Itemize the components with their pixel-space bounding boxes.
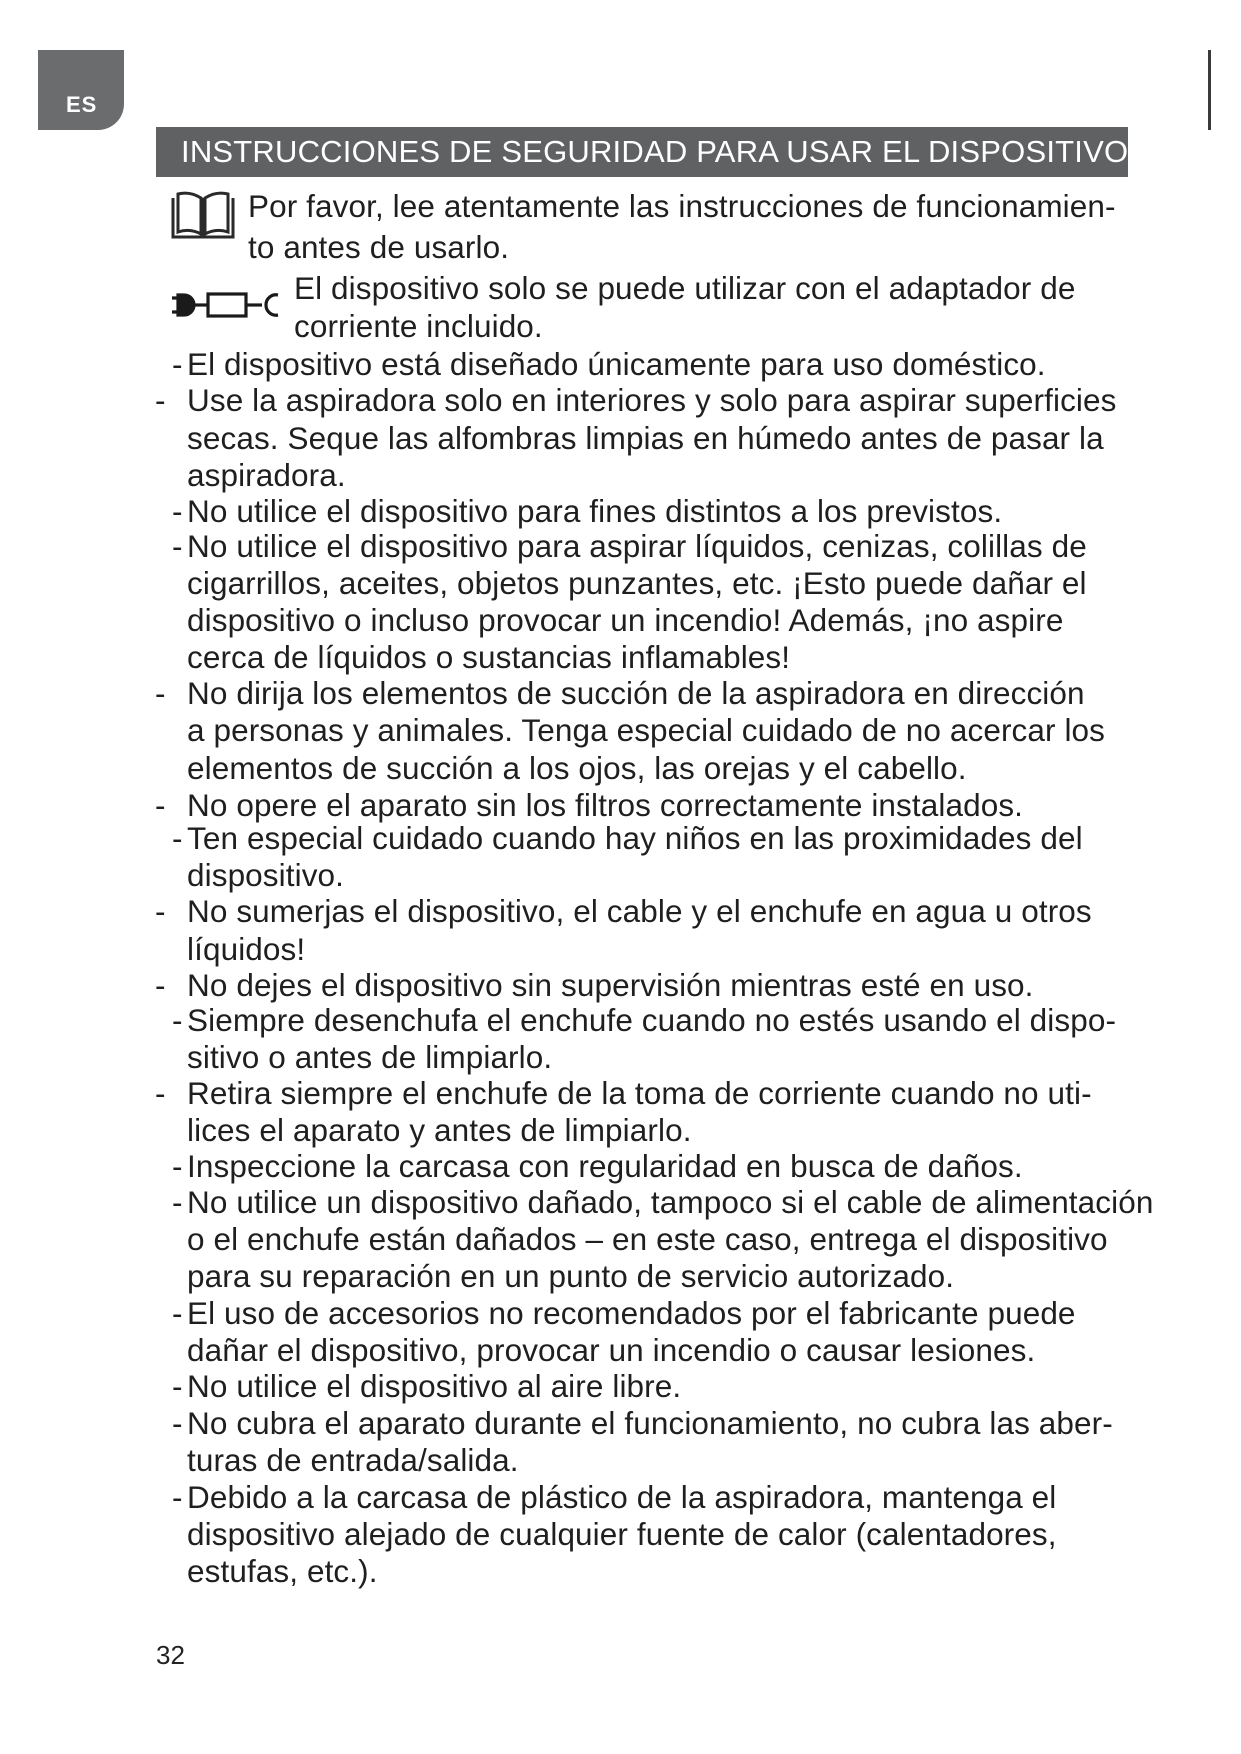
- instruction-line: dispositivo o incluso provocar un incendio! Además, ¡no aspire: [187, 602, 1064, 638]
- instruction-line: dispositivo.: [187, 857, 345, 893]
- bullet-dash: -: [172, 528, 183, 564]
- instruction-line: No utilice el dispositivo al aire libre.: [187, 1368, 682, 1404]
- instruction-line: lices el aparato y antes de limpiarlo.: [187, 1112, 692, 1148]
- instruction-line: líquidos!: [187, 931, 306, 967]
- instruction-line: No cubra el aparato durante el funcionamiento, no cubra las aber-: [187, 1405, 1113, 1441]
- instruction-line: dañar el dispositivo, provocar un incendio o causar lesiones.: [187, 1332, 1036, 1368]
- instruction-line: No opere el aparato sin los filtros correctamente instalados.: [187, 787, 1024, 823]
- bullet-dash: -: [172, 1148, 183, 1184]
- instruction-line: No utilice el dispositivo para aspirar líquidos, cenizas, colillas de: [187, 528, 1087, 564]
- instruction-line: Por favor, lee atentamente las instrucciones de funcionamien-: [248, 188, 1116, 224]
- instruction-line: sitivo o antes de limpiarlo.: [187, 1039, 553, 1075]
- instruction-line: a personas y animales. Tenga especial cuidado de no acercar los: [187, 712, 1106, 748]
- page-number: 32: [156, 1640, 185, 1670]
- instruction-line: Inspeccione la carcasa con regularidad en busca de daños.: [187, 1148, 1023, 1184]
- bullet-dash: -: [172, 1368, 183, 1404]
- instruction-line: No utilice el dispositivo para fines distintos a los previstos.: [187, 493, 1003, 529]
- bullet-dash: -: [172, 1295, 183, 1331]
- bullet-dash: -: [155, 893, 166, 929]
- instruction-line: Debido a la carcasa de plástico de la aspiradora, mantenga el: [187, 1479, 1057, 1515]
- bullet-dash: -: [172, 820, 183, 856]
- instruction-line: cerca de líquidos o sustancias inflamables!: [187, 639, 791, 675]
- bullet-dash: -: [172, 346, 183, 382]
- instruction-line: No dejes el dispositivo sin supervisión mientras esté en uso.: [187, 967, 1034, 1003]
- instruction-line: elementos de succión a los ojos, las orejas y el cabello.: [187, 750, 967, 786]
- instruction-line: Ten especial cuidado cuando hay niños en las proximidades del: [187, 820, 1083, 856]
- bullet-dash: -: [172, 1405, 183, 1441]
- instruction-line: estufas, etc.).: [187, 1553, 378, 1589]
- instruction-line: to antes de usarlo.: [248, 229, 510, 265]
- bullet-dash: -: [172, 1002, 183, 1038]
- instruction-line: corriente incluido.: [294, 308, 543, 344]
- instruction-line: turas de entrada/salida.: [187, 1442, 519, 1478]
- bullet-dash: -: [155, 675, 166, 711]
- instruction-line: aspiradora.: [187, 457, 346, 493]
- instruction-line: El uso de accesorios no recomendados por el fabricante puede: [187, 1295, 1076, 1331]
- language-tab: ES: [38, 50, 124, 130]
- bullet-dash: -: [172, 1184, 183, 1220]
- instruction-line: El dispositivo solo se puede utilizar con el adaptador de: [294, 270, 1076, 306]
- bullet-dash: -: [155, 787, 166, 823]
- bullet-dash: -: [172, 493, 183, 529]
- section-title: INSTRUCCIONES DE SEGURIDAD PARA USAR EL DISPOSITIVO:: [156, 127, 1128, 177]
- bullet-dash: -: [155, 1075, 166, 1111]
- instruction-line: El dispositivo está diseñado únicamente para uso doméstico.: [187, 346, 1046, 382]
- instruction-line: Retira siempre el enchufe de la toma de corriente cuando no uti-: [187, 1075, 1092, 1111]
- instruction-line: No dirija los elementos de succión de la aspiradora en dirección: [187, 675, 1085, 711]
- instruction-line: cigarrillos, aceites, objetos punzantes, etc. ¡Esto puede dañar el: [187, 565, 1087, 601]
- instruction-line: o el enchufe están dañados – en este caso, entrega el dispositivo: [187, 1221, 1108, 1257]
- bullet-dash: -: [155, 967, 166, 1003]
- bullet-dash: -: [155, 382, 166, 418]
- instruction-line: No utilice un dispositivo dañado, tampoco si el cable de alimentación: [187, 1184, 1154, 1220]
- instruction-line: dispositivo alejado de cualquier fuente de calor (calentadores,: [187, 1516, 1057, 1552]
- instruction-line: Siempre desenchufa el enchufe cuando no estés usando el dispo-: [187, 1002, 1117, 1038]
- instruction-line: secas. Seque las alfombras limpias en húmedo antes de pasar la: [187, 420, 1104, 456]
- bullet-dash: -: [172, 1479, 183, 1515]
- instruction-line: No sumerjas el dispositivo, el cable y el enchufe en agua u otros: [187, 893, 1092, 929]
- instruction-line: para su reparación en un punto de servicio autorizado.: [187, 1258, 955, 1294]
- instruction-line: Use la aspiradora solo en interiores y solo para aspirar superficies: [187, 382, 1117, 418]
